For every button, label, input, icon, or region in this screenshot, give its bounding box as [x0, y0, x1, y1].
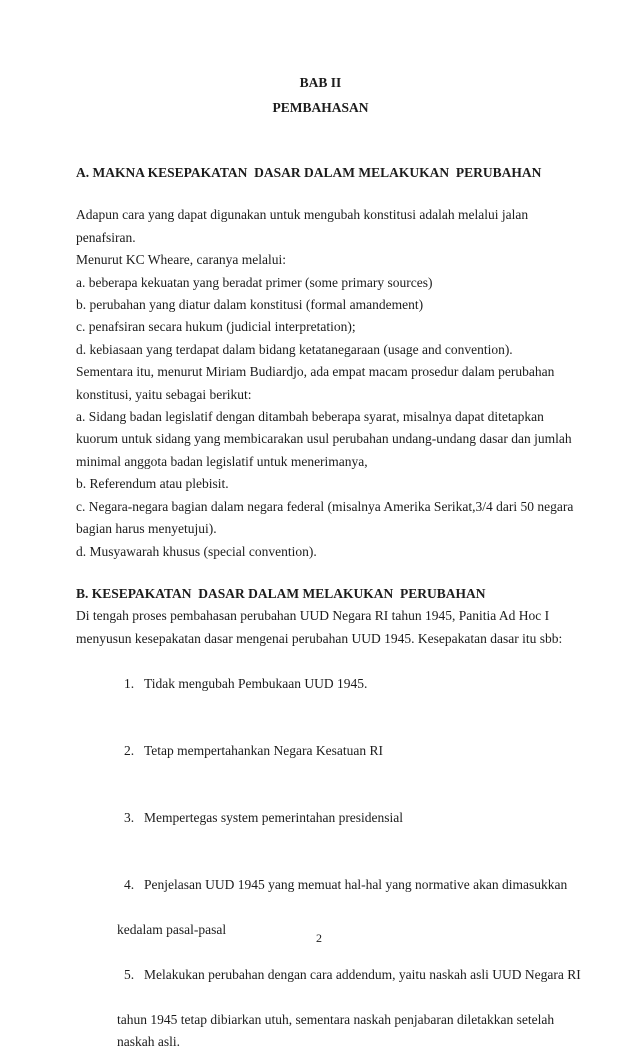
- numbered-item: [76, 650, 565, 717]
- numbered-item: [76, 941, 581, 1008]
- text-line: menyusun kesepakatan dasar mengenai perubahan UUD 1945. Kesepakatan dasar itu sbb:: [76, 630, 563, 646]
- text-line: a. beberapa kekuatan yang beradat primer (some primary sources): [76, 274, 433, 290]
- text-line: a. Sidang badan legislatif dengan ditambah beberapa syarat, misalnya dapat ditetapkan: [76, 409, 544, 425]
- section-b-heading: B. KESEPAKATAN DASAR DALAM MELAKUKAN PERUBAHAN: [76, 585, 486, 601]
- text-line: Adapun cara yang dapat digunakan untuk mengubah konstitusi adalah melalui jalan: [76, 207, 529, 223]
- text-line: b. Referendum atau plebisit.: [76, 476, 229, 492]
- section-a-heading: A. MAKNA KESEPAKATAN DASAR DALAM MELAKUKAN PERUBAHAN: [76, 165, 542, 180]
- document-content: [76, 0, 581, 1053]
- text-line: bagian harus menyetujui).: [76, 521, 217, 537]
- text-line: b. perubahan yang diatur dalam konstitusi (formal amandement): [76, 297, 424, 313]
- text-line: Sementara itu, menurut Miriam Budiardjo, ada empat macam prosedur dalam perubahan: [76, 364, 555, 380]
- text-line: konstitusi, yaitu sebagai berikut:: [76, 386, 252, 402]
- numbered-item: [76, 717, 565, 784]
- item-number: 2.: [124, 742, 135, 758]
- item-number: 1.: [124, 675, 135, 691]
- page-number: 2: [316, 931, 322, 945]
- text-line: Di tengah proses pembahasan perubahan UUD Negara RI tahun 1945, Panitia Ad Hoc I: [76, 608, 550, 624]
- text-line: minimal anggota badan legislatif untuk menerimanya,: [76, 453, 368, 469]
- chapter-subtitle: PEMBAHASAN: [272, 100, 369, 115]
- section-a-body: [76, 204, 574, 563]
- text-line: Menurut KC Wheare, caranya melalui:: [76, 252, 287, 268]
- item-text: Tetap mempertahankan Negara Kesatuan RI: [144, 742, 383, 758]
- numbered-item-continuation: kedalam pasal-pasal: [117, 922, 227, 937]
- item-number: 5.: [124, 966, 135, 982]
- numbered-item: [76, 785, 565, 852]
- numbered-item-continuation: naskah asli.: [117, 1034, 180, 1050]
- text-line: kuorum untuk sidang yang membicarakan usul perubahan undang-undang dasar dan jumlah: [76, 431, 572, 447]
- text-line: penafsiran.: [76, 229, 136, 245]
- numbered-item: [76, 852, 568, 919]
- chapter-title: BAB II: [299, 75, 342, 90]
- item-text: Melakukan perubahan dengan cara addendum, yaitu naskah asli UUD Negara RI: [144, 966, 581, 982]
- chapter-title-block: [76, 70, 565, 120]
- text-line: d. Musyawarah khusus (special convention).: [76, 543, 317, 559]
- text-line: c. Negara-negara bagian dalam negara federal (misalnya Amerika Serikat,3/4 dari 50 negara: [76, 498, 574, 514]
- numbered-item-continuation: tahun 1945 tetap dibiarkan utuh, sementara naskah penjabaran diletakkan setelah: [117, 1011, 555, 1027]
- item-number: 3.: [124, 809, 135, 825]
- section-b-numbered-list: [76, 650, 581, 1053]
- text-line: c. penafsiran secara hukum (judicial interpretation);: [76, 319, 356, 335]
- item-number: 4.: [124, 877, 135, 893]
- section-b-intro: [76, 605, 565, 650]
- item-text: Penjelasan UUD 1945 yang memuat hal-hal yang normative akan dimasukkan: [144, 877, 568, 893]
- item-text: Mempertegas system pemerintahan presidensial: [144, 809, 404, 825]
- item-text: Tidak mengubah Pembukaan UUD 1945.: [144, 675, 368, 691]
- text-line: d. kebiasaan yang terdapat dalam bidang ketatanegaraan (usage and convention).: [76, 341, 513, 357]
